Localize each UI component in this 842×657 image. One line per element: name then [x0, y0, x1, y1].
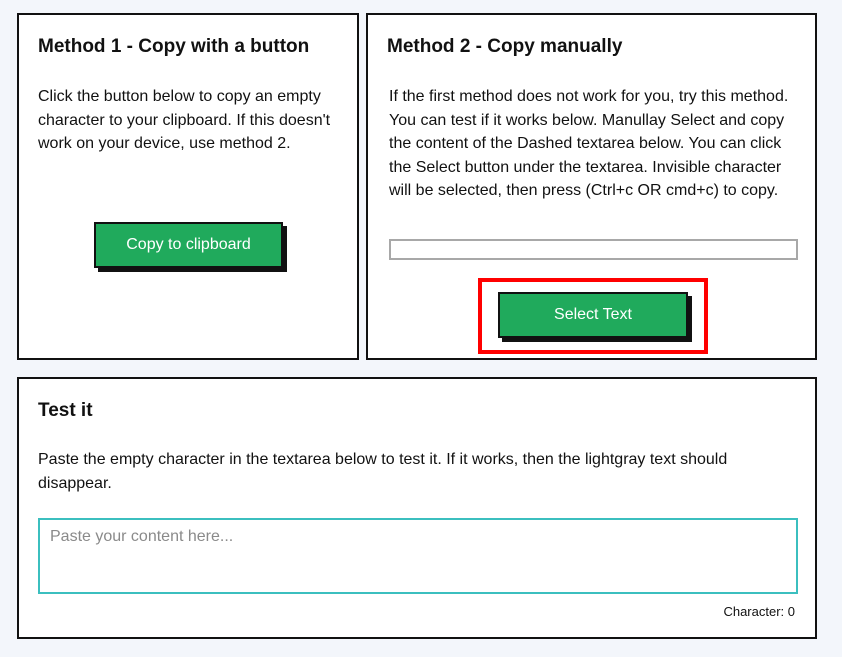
character-count: Character: 0: [723, 604, 795, 619]
test-card: [17, 377, 817, 639]
method2-card: [366, 13, 817, 360]
method1-card: [17, 13, 359, 360]
select-text-button[interactable]: Select Text: [498, 292, 688, 338]
paste-test-textarea[interactable]: [38, 518, 798, 594]
method1-description: Click the button below to copy an empty character to your clipboard. If this doesn't work on your device, use method 2.: [38, 88, 331, 152]
copy-to-clipboard-button[interactable]: Copy to clipboard: [94, 222, 283, 268]
test-title: Test it: [38, 400, 93, 421]
method1-title: Method 1 - Copy with a button: [38, 36, 310, 57]
invisible-character-textarea[interactable]: [389, 239, 798, 260]
method2-description: If the first method does not work for you, try this method. You can test if it works below. Manullay Select and copy the content of the Dashed textarea below. You can click the Select button under the textarea. Invisible character will be selected, then press (Ctrl+c OR cmd+c) to copy.: [389, 88, 789, 199]
test-description: Paste the empty character in the textarea below to test it. If it works, then the lightgray text should disappear.: [38, 451, 728, 492]
method2-title: Method 2 - Copy manually: [387, 36, 623, 57]
